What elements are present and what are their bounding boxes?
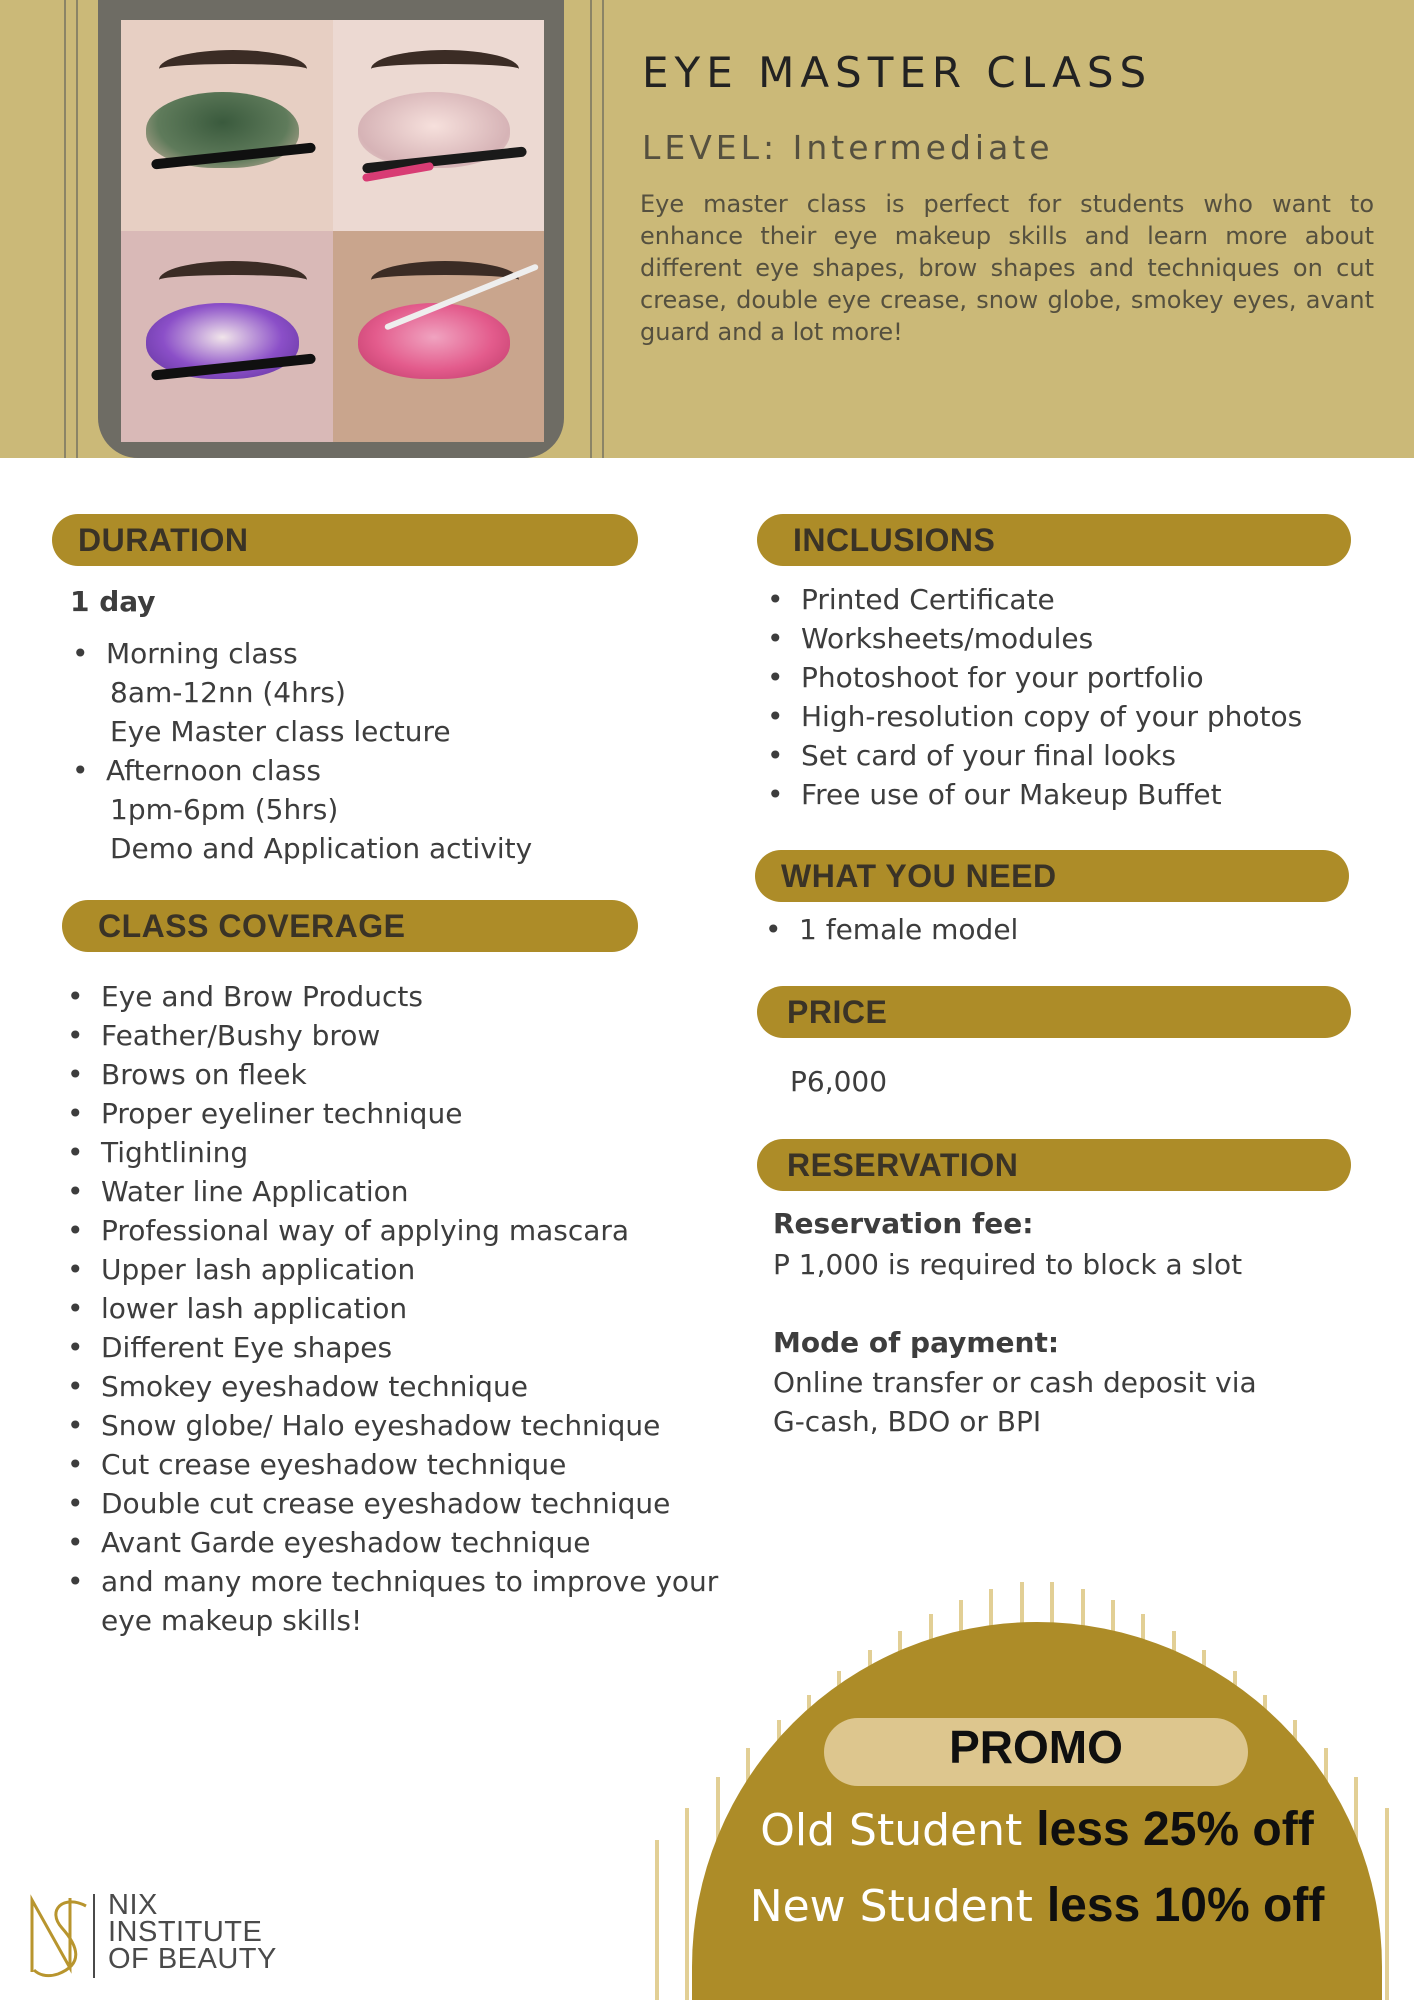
eye-photo-purple-halo	[121, 231, 333, 442]
promo-ray	[655, 1840, 659, 2000]
list-item: • Eye and Brow Products	[67, 977, 727, 1016]
reservation-fee-text: P 1,000 is required to block a slot	[773, 1248, 1243, 1281]
payment-mode-line-1: Online transfer or cash deposit via	[773, 1366, 1257, 1399]
eye-photo-pink-avant-garde	[333, 231, 545, 442]
promo-title: PROMO	[949, 1721, 1123, 1773]
eye-photo-collage	[121, 20, 544, 442]
page-title: EYE MASTER CLASS	[642, 48, 1153, 97]
list-item: • Morning class 8am-12nn (4hrs) Eye Master class lecture	[72, 634, 632, 751]
promo-old-student: Old Student less 25% off	[760, 1803, 1314, 1856]
what-you-need-list	[765, 910, 1365, 949]
duration-length: 1 day	[70, 585, 156, 618]
price-amount: P6,000	[790, 1065, 888, 1098]
list-item: • Brows on fleek	[67, 1055, 727, 1094]
duration-heading-pill	[52, 514, 638, 566]
list-item: • lower lash application	[67, 1289, 727, 1328]
list-item: • 1 female model	[765, 910, 1365, 949]
list-item: • Worksheets/modules	[767, 619, 1387, 658]
price-heading-pill	[757, 986, 1351, 1038]
promo-new-student: New Student less 10% off	[749, 1879, 1325, 1932]
intro-description: Eye master class is perfect for students who want to enhance their eye makeup skills and learn more about different eye shapes, brow shapes and techniques on cut crease, double eye crease, snow globe, smokey eyes, avant guard and a lot more!	[640, 190, 1374, 346]
list-item: • Snow globe/ Halo eyeshadow technique	[67, 1406, 727, 1445]
list-item: • Cut crease eyeshadow technique	[67, 1445, 727, 1484]
list-item: • Tightlining	[67, 1133, 727, 1172]
price-heading: PRICE	[787, 994, 888, 1030]
inclusions-heading-pill	[757, 514, 1351, 566]
list-item: • Printed Certificate	[767, 580, 1387, 619]
list-item: • Upper lash application	[67, 1250, 727, 1289]
what-you-need-heading-pill	[755, 850, 1349, 902]
list-item: • Professional way of applying mascara	[67, 1211, 727, 1250]
inclusions-list	[767, 580, 1387, 814]
reservation-heading-pill	[757, 1139, 1351, 1191]
list-item: • Double cut crease eyeshadow technique	[67, 1484, 727, 1523]
class-coverage-heading: CLASS COVERAGE	[98, 908, 406, 944]
class-coverage-list	[67, 977, 727, 1640]
list-item: • High-resolution copy of your photos	[767, 697, 1387, 736]
list-item: • Free use of our Makeup Buffet	[767, 775, 1387, 814]
inclusions-heading: INCLUSIONS	[793, 522, 996, 558]
duration-heading: DURATION	[78, 522, 249, 558]
level-label: LEVEL: Intermediate	[642, 128, 1054, 167]
ns-monogram-icon	[24, 1890, 98, 1980]
list-item: • Set card of your final looks	[767, 736, 1387, 775]
promo-ray	[1385, 1808, 1389, 2000]
promo-section	[640, 1580, 1400, 2000]
logo-wordmark: NIX INSTITUTE OF BEAUTY	[108, 1889, 277, 1975]
list-item: • and many more techniques to improve your eye makeup skills!	[67, 1562, 727, 1640]
payment-mode-line-2: G-cash, BDO or BPI	[773, 1405, 1042, 1438]
list-item: • Feather/Bushy brow	[67, 1016, 727, 1055]
nix-institute-logo	[24, 1890, 284, 1980]
list-item: • Different Eye shapes	[67, 1328, 727, 1367]
duration-sessions	[72, 634, 632, 868]
class-coverage-heading-pill	[62, 900, 638, 952]
list-item: • Photoshoot for your portfolio	[767, 658, 1387, 697]
promo-ray	[685, 1808, 689, 2000]
list-item: • Water line Application	[67, 1172, 727, 1211]
list-item: • Afternoon class 1pm-6pm (5hrs) Demo and Application activity	[72, 751, 632, 868]
reservation-heading: RESERVATION	[787, 1147, 1019, 1183]
what-you-need-heading: WHAT YOU NEED	[781, 858, 1057, 894]
list-item: • Smokey eyeshadow technique	[67, 1367, 727, 1406]
payment-mode-label: Mode of payment:	[773, 1326, 1060, 1359]
reservation-fee-label: Reservation fee:	[773, 1207, 1034, 1240]
eye-photo-green-smokey	[121, 20, 333, 231]
eye-photo-cut-crease	[333, 20, 545, 231]
header-banner	[0, 0, 1414, 458]
list-item: • Proper eyeliner technique	[67, 1094, 727, 1133]
list-item: • Avant Garde eyeshadow technique	[67, 1523, 727, 1562]
